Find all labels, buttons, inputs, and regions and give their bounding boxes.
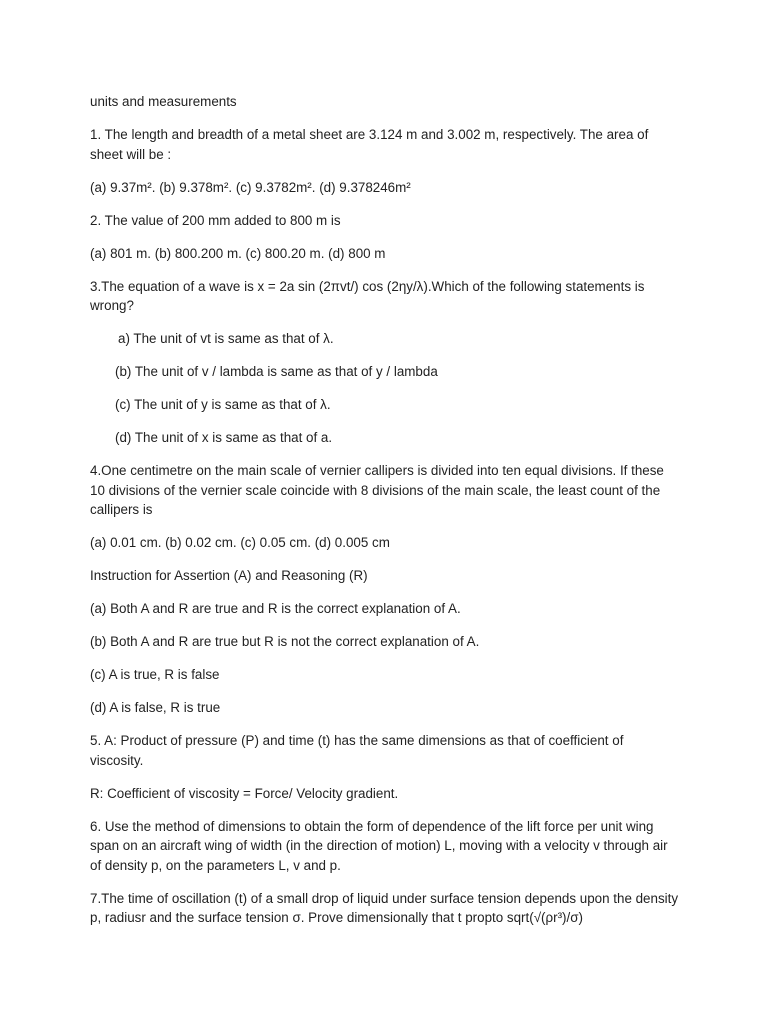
question-3-option-c: (c) The unit of y is same as that of λ. [115, 397, 331, 412]
document-page [90, 92, 680, 941]
question-5-reason: R: Coefficient of viscosity = Force/ Velocity gradient. [90, 785, 399, 801]
question-2-text: 2. The value of 200 mm added to 800 m is [90, 212, 341, 228]
question-4-text: 4.One centimetre on the main scale of vernier callipers is divided into ten equal divisions. If these 10 divisions of the vernier scale coincide with 8 divisions of the main scale, the least count of the callipers is [90, 463, 664, 517]
question-3-option-a: a) The unit of vt is same as that of λ. [118, 331, 334, 346]
question-1-text: 1. The length and breadth of a metal sheet are 3.124 m and 3.002 m, respectively. The area of sheet will be : [90, 127, 649, 162]
question-7-text: 7.The time of oscillation (t) of a small drop of liquid under surface tension depends upon the density p, radiusr and the surface tension σ. Prove dimensionally that t propto sqrt(√(ρr³)/σ) [90, 890, 679, 925]
assertion-instruction-heading: Instruction for Assertion (A) and Reasoning (R) [90, 568, 368, 583]
question-3-option-b: (b) The unit of v / lambda is same as that of y / lambda [115, 364, 438, 379]
assertion-option-c: (c) A is true, R is false [90, 667, 220, 682]
assertion-option-a: (a) Both A and R are true and R is the correct explanation of A. [90, 601, 461, 616]
question-3-text: 3.The equation of a wave is x = 2a sin (2πvt/) cos (2ηy/λ).Which of the following statements is wrong? [90, 278, 645, 313]
assertion-option-b: (b) Both A and R are true but R is not the correct explanation of A. [90, 634, 480, 649]
question-1-options: (a) 9.37m². (b) 9.378m². (c) 9.3782m². (d) 9.378246m² [90, 179, 411, 195]
question-6-text: 6. Use the method of dimensions to obtain the form of dependence of the lift force per unit wing span on an aircraft wing of width (in the direction of motion) L, moving with a velocity v through air of density p, on the parameters L, v and p. [90, 818, 668, 873]
question-4-options: (a) 0.01 cm. (b) 0.02 cm. (c) 0.05 cm. (d) 0.005 cm [90, 535, 390, 550]
question-5-assertion: 5. A: Product of pressure (P) and time (t) has the same dimensions as that of coefficient of viscosity. [90, 733, 624, 768]
question-2-options: (a) 801 m. (b) 800.200 m. (c) 800.20 m. (d) 800 m [90, 245, 386, 261]
question-3-option-d: (d) The unit of x is same as that of a. [115, 430, 333, 445]
document-title: units and measurements [90, 94, 237, 109]
assertion-option-d: (d) A is false, R is true [90, 700, 221, 715]
